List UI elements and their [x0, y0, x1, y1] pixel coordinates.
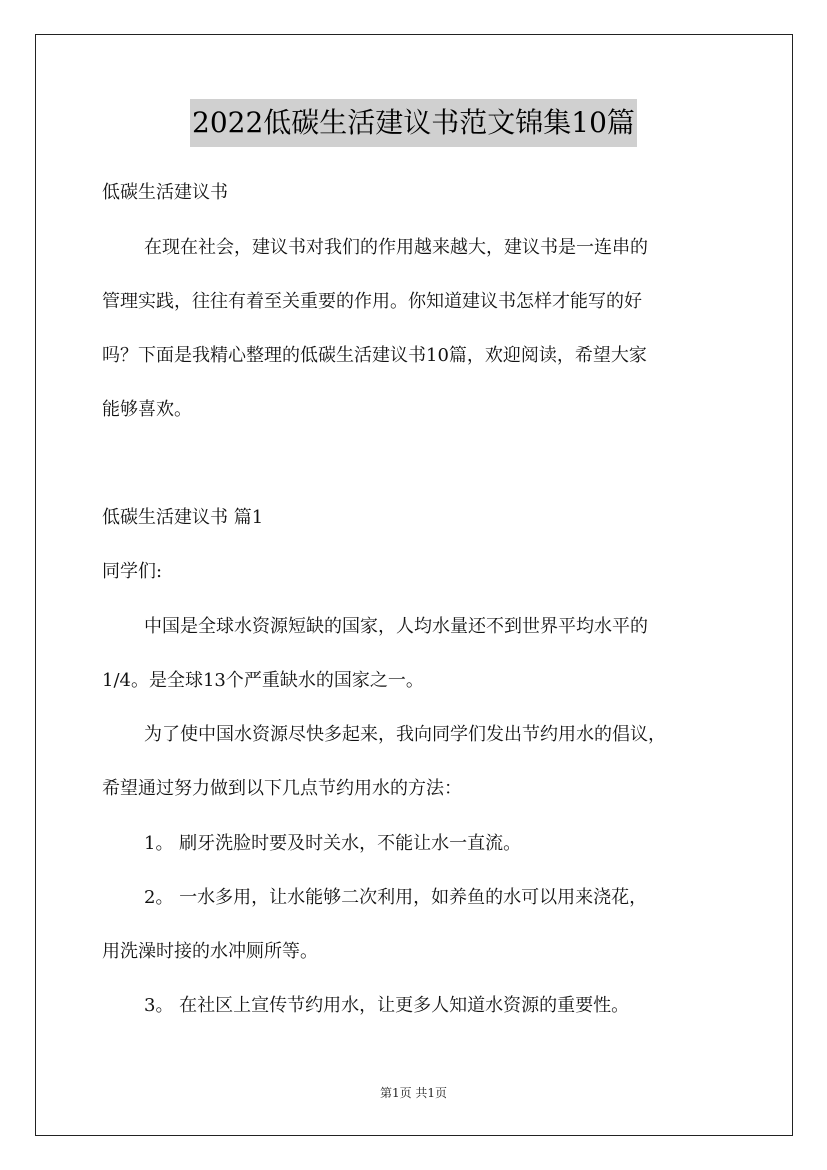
- document-title: 2022低碳生活建议书范文锦集10篇: [190, 99, 637, 147]
- body-line: 希望通过努力做到以下几点节约用水的方法：: [102, 778, 462, 799]
- salutation: 同学们:: [102, 561, 163, 582]
- list-item: 1。 刷牙洗脸时要及时关水，不能让水一直流。: [144, 833, 522, 854]
- list-item: 2。 一水多用，让水能够二次利用，如养鱼的水可以用来浇花，: [144, 887, 648, 908]
- page-footer: 第1页 共1页: [379, 1086, 448, 1100]
- title-container: [0, 99, 827, 147]
- body-line: 中国是全球水资源短缺的国家，人均水量还不到世界平均水平的: [144, 616, 648, 637]
- list-item: 3。 在社区上宣传节约用水，让更多人知道水资源的重要性。: [144, 995, 630, 1016]
- body-line: 1/4。是全球13个严重缺水的国家之一。: [102, 670, 424, 691]
- section-heading: 低碳生活建议书 篇1: [102, 507, 264, 528]
- body-line: 为了使中国水资源尽快多起来，我向同学们发出节约用水的倡议，: [144, 724, 666, 745]
- body-line: 用洗澡时接的水冲厕所等。: [102, 941, 318, 962]
- document-heading: 低碳生活建议书: [102, 182, 228, 203]
- intro-line: 管理实践，往往有着至关重要的作用。你知道建议书怎样才能写的好: [102, 291, 642, 312]
- intro-line: 能够喜欢。: [102, 399, 192, 420]
- intro-line: 在现在社会，建议书对我们的作用越来越大，建议书是一连串的: [144, 237, 648, 258]
- intro-line: 吗？下面是我精心整理的低碳生活建议书10篇，欢迎阅读，希望大家: [102, 345, 647, 366]
